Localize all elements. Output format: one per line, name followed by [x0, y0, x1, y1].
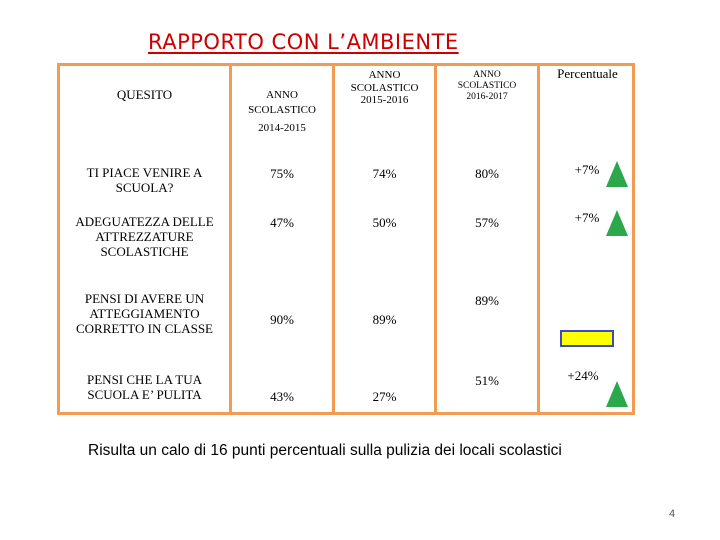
row-4-value-2014-2015: 43% — [270, 389, 294, 404]
trend-up-triangle-icon — [606, 210, 628, 236]
table-divider-2 — [332, 63, 335, 415]
header-year-2016-2017 — [437, 70, 537, 103]
table-divider-3 — [434, 63, 437, 415]
table-border-bottom — [57, 412, 635, 415]
header-year-line: ANNO — [368, 69, 401, 81]
row-3-value-2015-2016: 89% — [372, 312, 397, 327]
row-2-value-2016-2017: 57% — [475, 215, 499, 230]
header-year-2015-2016 — [335, 69, 434, 107]
row-2-delta: +7% — [574, 210, 600, 225]
row-1-value-2016-2017: 80% — [475, 166, 499, 181]
table-border-top — [57, 63, 635, 66]
results-table — [57, 63, 635, 415]
header-year-line: ANNO — [473, 70, 501, 80]
row-3-question — [57, 292, 232, 337]
trend-up-triangle-icon — [606, 381, 628, 407]
header-year-line: SCOLASTICO — [248, 103, 316, 116]
table-border-right — [632, 63, 635, 415]
question-line: TI PIACE VENIRE A — [86, 165, 203, 180]
header-year-line: 2016-2017 — [466, 91, 508, 102]
table-divider-4 — [537, 63, 540, 415]
header-year-line: SCOLASTICO — [350, 81, 419, 94]
row-2-value-2015-2016: 50% — [372, 215, 397, 230]
row-1-question — [57, 166, 232, 196]
question-line: SCUOLA E’ PULITA — [87, 386, 202, 402]
header-year-line: 2014-2015 — [258, 122, 306, 135]
row-4-value-2015-2016: 27% — [372, 389, 397, 404]
trend-flat-bar-icon — [560, 330, 614, 347]
row-1-value-2014-2015: 75% — [270, 166, 294, 181]
row-2-question — [57, 215, 232, 260]
header-year-line: ANNO — [266, 89, 298, 101]
trend-up-triangle-icon — [606, 161, 628, 187]
question-line: PENSI CHE LA TUA — [87, 372, 202, 387]
row-1-delta: +7% — [574, 162, 600, 177]
question-line: ADEGUATEZZA DELLE — [75, 214, 214, 229]
row-2-value-2014-2015: 47% — [270, 215, 294, 230]
question-line: SCOLASTICHE — [100, 243, 189, 259]
question-line: CORRETTO IN CLASSE — [76, 320, 213, 336]
row-4-delta: +24% — [567, 368, 599, 383]
header-quesito: QUESITO — [116, 87, 173, 102]
row-4-value-2016-2017: 51% — [475, 373, 499, 388]
row-4-question — [57, 373, 232, 403]
row-3-value-2014-2015: 90% — [270, 312, 294, 327]
page-number: 4 — [669, 508, 676, 520]
row-3-value-2016-2017: 89% — [475, 293, 499, 308]
question-line: PENSI DI AVERE UN — [84, 291, 205, 306]
header-year-line: SCOLASTICO — [457, 80, 517, 91]
question-line: ATTEGGIAMENTO — [89, 305, 200, 321]
row-1-value-2015-2016: 74% — [372, 166, 397, 181]
summary-caption: Risulta un calo di 16 punti percentuali sulla pulizia dei locali scolastici — [88, 442, 562, 459]
question-line: SCUOLA? — [115, 179, 174, 195]
header-percentuale: Percentuale — [557, 66, 618, 81]
header-year-line: 2015-2016 — [360, 94, 409, 107]
slide-title: RAPPORTO CON L’AMBIENTE — [148, 30, 459, 54]
question-line: ATTREZZATURE — [95, 228, 194, 244]
header-year-2014-2015 — [232, 89, 332, 135]
